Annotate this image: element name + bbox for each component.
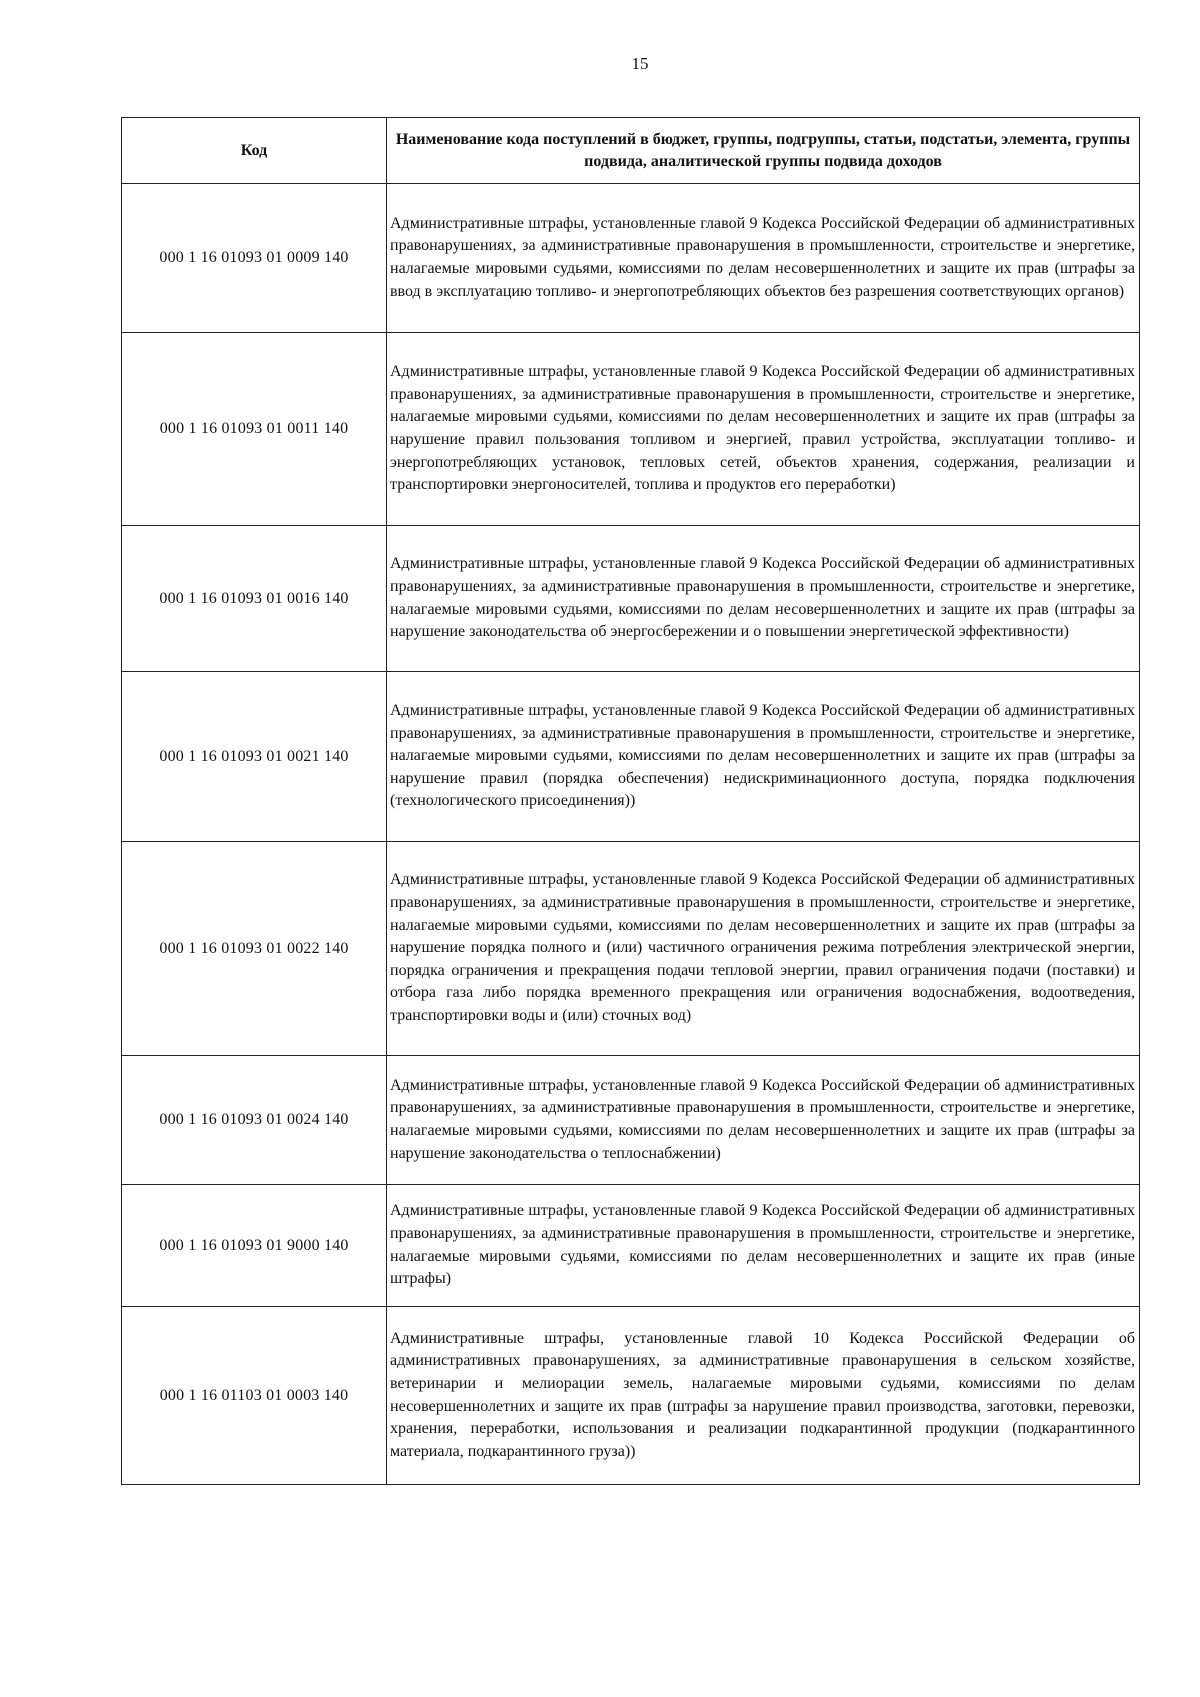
row-name: Административные штрафы, установленные главой 9 Кодекса Российской Федерации об административных правонарушениях, за административные правонарушения в промышленности, строительстве и энергетике, налагаемые мировыми судьями, комиссиями по делам несовершеннолетних и защите их прав (штрафы за нарушение законодательства о теплоснабжении) [387,1056,1140,1185]
row-name: Административные штрафы, установленные главой 9 Кодекса Российской Федерации об административных правонарушениях, за административные правонарушения в промышленности, строительстве и энергетике, налагаемые мировыми судьями, комиссиями по делам несовершеннолетних и защите их прав (иные штрафы) [387,1185,1140,1307]
table-header-row [122,118,1140,184]
header-code: Код [122,118,387,184]
row-name: Административные штрафы, установленные главой 10 Кодекса Российской Федерации об административных правонарушениях, за административные правонарушения в сельском хозяйстве, ветеринарии и мелиорации земель, налагаемые мировыми судьями, комиссиями по делам несовершеннолетних и защите их прав (штрафы за нарушение правил производства, заготовки, перевозки, хранения, переработки, использования и реализации подкарантинной продукции (подкарантинного материала, подкарантинного груза)) [387,1307,1140,1485]
row-code: 000 1 16 01093 01 9000 140 [122,1185,387,1307]
table-row [122,333,1140,526]
row-code: 000 1 16 01103 01 0003 140 [122,1307,387,1485]
header-name: Наименование кода поступлений в бюджет, группы, подгруппы, статьи, подстатьи, элемента, группы подвида, аналитической группы подвида доходов [387,118,1140,184]
row-code: 000 1 16 01093 01 0016 140 [122,526,387,672]
table-row [122,526,1140,672]
revenue-codes-table [121,117,1140,1485]
row-name: Административные штрафы, установленные главой 9 Кодекса Российской Федерации об административных правонарушениях, за административные правонарушения в промышленности, строительстве и энергетике, налагаемые мировыми судьями, комиссиями по делам несовершеннолетних и защите их прав (штрафы за ввод в эксплуатацию топливо- и энергопотребляющих объектов без разрешения соответствующих органов) [387,184,1140,333]
row-code: 000 1 16 01093 01 0021 140 [122,672,387,842]
row-code: 000 1 16 01093 01 0009 140 [122,184,387,333]
row-code: 000 1 16 01093 01 0022 140 [122,842,387,1056]
row-name: Административные штрафы, установленные главой 9 Кодекса Российской Федерации об административных правонарушениях, за административные правонарушения в промышленности, строительстве и энергетике, налагаемые мировыми судьями, комиссиями по делам несовершеннолетних и защите их прав (штрафы за нарушение законодательства об энергосбережении и о повышении энергетической эффективности) [387,526,1140,672]
table-row [122,1307,1140,1485]
row-name: Административные штрафы, установленные главой 9 Кодекса Российской Федерации об административных правонарушениях, за административные правонарушения в промышленности, строительстве и энергетике, налагаемые мировыми судьями, комиссиями по делам несовершеннолетних и защите их прав (штрафы за нарушение правил пользования топливом и энергией, правил устройства, эксплуатации топливо- и энергопотребляющих установок, тепловых сетей, объектов хранения, содержания, реализации и транспортировки энергоносителей, топлива и продуктов его переработки) [387,333,1140,526]
row-code: 000 1 16 01093 01 0011 140 [122,333,387,526]
table-row [122,1056,1140,1185]
row-name: Административные штрафы, установленные главой 9 Кодекса Российской Федерации об административных правонарушениях, за административные правонарушения в промышленности, строительстве и энергетике, налагаемые мировыми судьями, комиссиями по делам несовершеннолетних и защите их прав (штрафы за нарушение порядка полного и (или) частичного ограничения режима потребления электрической энергии, порядка ограничения и прекращения подачи тепловой энергии, правил ограничения подачи (поставки) и отбора газа либо порядка временного прекращения или ограничения водоснабжения, водоотведения, транспортировки воды и (или) сточных вод) [387,842,1140,1056]
row-name: Административные штрафы, установленные главой 9 Кодекса Российской Федерации об административных правонарушениях, за административные правонарушения в промышленности, строительстве и энергетике, налагаемые мировыми судьями, комиссиями по делам несовершеннолетних и защите их прав (штрафы за нарушение правил (порядка обеспечения) недискриминационного доступа, порядка подключения (технологического присоединения)) [387,672,1140,842]
page-number: 15 [631,54,649,73]
table-row [122,184,1140,333]
table-row [122,842,1140,1056]
row-code: 000 1 16 01093 01 0024 140 [122,1056,387,1185]
table-row [122,672,1140,842]
table-row [122,1185,1140,1307]
